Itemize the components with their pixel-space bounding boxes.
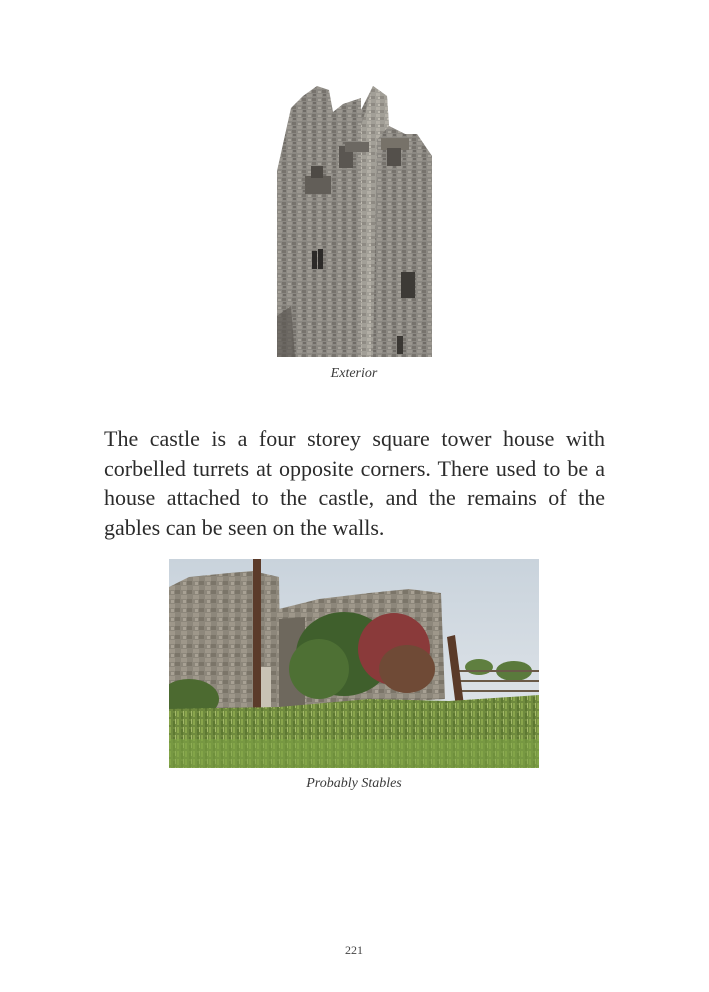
tower-house-photo bbox=[277, 86, 432, 357]
figure-caption-exterior: Exterior bbox=[330, 366, 378, 381]
page-number: 221 bbox=[345, 943, 363, 957]
stables-photo bbox=[169, 559, 539, 768]
figure-caption-stables: Probably Stables bbox=[306, 776, 402, 791]
body-paragraph: The castle is a four storey square tower house with corbelled turrets at opposite corners. There used to be a house attached to the castle, and the remains of the gables can be seen on the walls. bbox=[104, 426, 605, 540]
